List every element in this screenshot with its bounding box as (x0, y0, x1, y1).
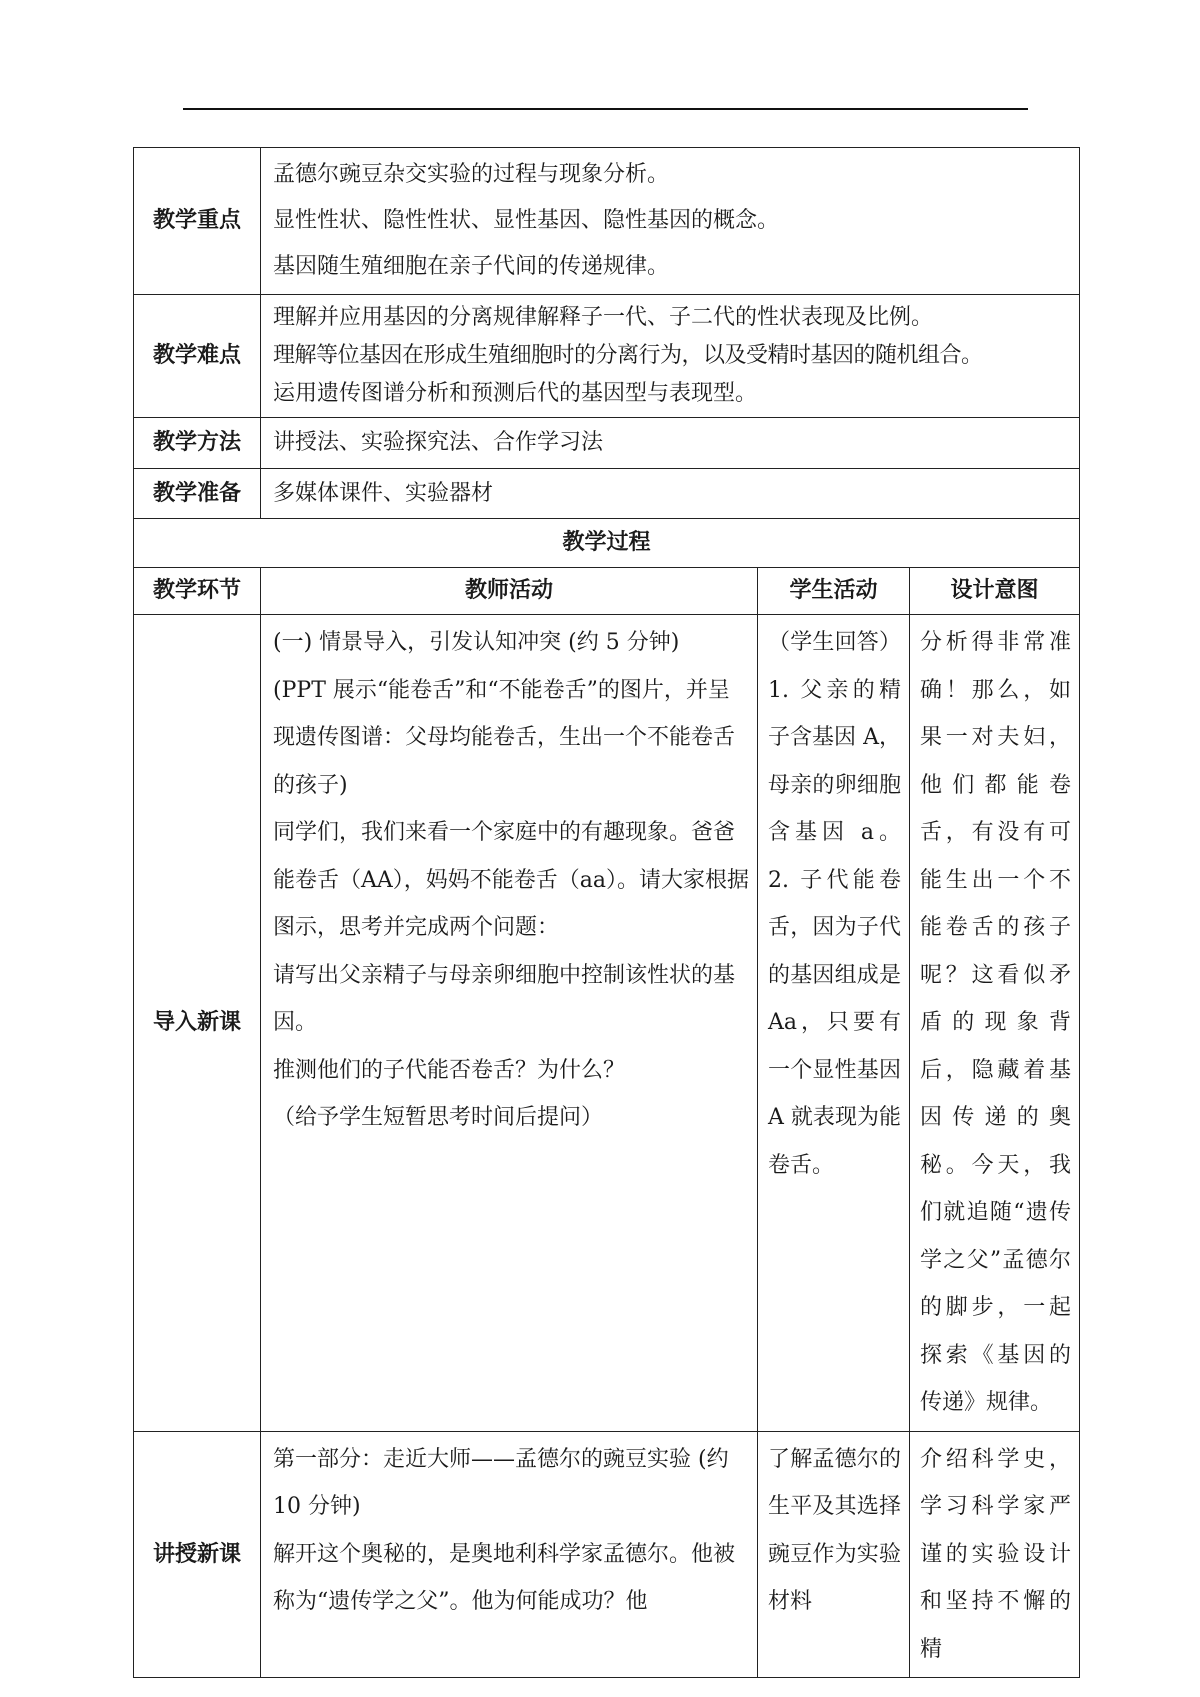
key-points-label: 教学重点 (134, 148, 261, 295)
key-point-line: 显性性状、隐性性状、显性基因、隐性基因的概念。 (273, 208, 780, 233)
student-text: （学生回答）1. 父亲的精子含基因 A，母亲的卵细胞含基因 a。 2. 子代能卷舌，因为子代的基因组成是 Aa，只要有一个显性基因 A 就表现为能卷舌。 (768, 630, 901, 1178)
methods-value: 讲授法、实验探究法、合作学习法 (261, 418, 1080, 469)
difficulties-label: 教学难点 (134, 295, 261, 418)
preparation-value: 多媒体课件、实验器材 (261, 469, 1080, 519)
stage-intro: 导入新课 (134, 615, 261, 1432)
design-text: 分析得非常准确！那么，如果一对夫妇，他们都能卷舌，有没有可能生出一个不能卷舌的孩子呢？这看似矛盾的现象背后，隐藏着基因传递的奥秘。今天，我们就追随“遗传学之父”孟德尔的脚步，一起探索《基因的传递》规律。 (920, 630, 1072, 1415)
teacher-line: 第一部分：走近大师——孟德尔的豌豆实验 (约 10 分钟) (273, 1446, 729, 1519)
teacher-line: (PPT 展示“能卷舌”和“不能卷舌”的图片，并呈现遗传图谱：父母均能卷舌，生出一个不能卷舌的孩子) (273, 677, 736, 798)
header-design: 设计意图 (910, 568, 1080, 615)
methods-label: 教学方法 (134, 418, 261, 469)
student-activity-intro (758, 615, 910, 1432)
header-rule (183, 108, 1028, 110)
difficulties-content (261, 295, 1080, 418)
difficulty-line: 理解等位基因在形成生殖细胞时的分离行为，以及受精时基因的随机组合。 (273, 343, 983, 368)
methods-row (134, 418, 1080, 469)
difficulties-row (134, 295, 1080, 418)
teacher-line: 解开这个奥秘的，是奥地利科学家孟德尔。他被称为“遗传学之父”。他为何能成功？他 (273, 1541, 736, 1614)
teacher-line: 请写出父亲精子与母亲卵细胞中控制该性状的基因。 (273, 962, 736, 1035)
teacher-line: (一) 情景导入，引发认知冲突 (约 5 分钟) (273, 630, 680, 655)
design-intent-lecture (910, 1431, 1080, 1678)
process-title-row (134, 519, 1080, 568)
header-student: 学生活动 (758, 568, 910, 615)
teacher-line: 同学们，我们来看一个家庭中的有趣现象。爸爸能卷舌（AA），妈妈不能卷舌（aa）。请大家根据图示，思考并完成两个问题： (273, 820, 750, 940)
student-text: 了解孟德尔的生平及其选择豌豆作为实验材料 (768, 1446, 901, 1614)
preparation-label: 教学准备 (134, 469, 261, 519)
key-points-content (261, 148, 1080, 295)
process-header-row (134, 568, 1080, 615)
difficulty-line: 理解并应用基因的分离规律解释子一代、子二代的性状表现及比例。 (273, 305, 934, 330)
teacher-line: 推测他们的子代能否卷舌？为什么？ (273, 1057, 626, 1083)
difficulty-line: 运用遗传图谱分析和预测后代的基因型与表现型。 (273, 381, 758, 406)
key-points-row (134, 148, 1080, 295)
process-row-lecture (134, 1431, 1080, 1678)
student-activity-lecture (758, 1431, 910, 1678)
header-stage: 教学环节 (134, 568, 261, 615)
preparation-row (134, 469, 1080, 519)
teacher-line: （给予学生短暂思考时间后提问） (273, 1105, 604, 1130)
key-point-line: 基因随生殖细胞在亲子代间的传递规律。 (273, 254, 670, 279)
stage-lecture: 讲授新课 (134, 1431, 261, 1678)
header-teacher: 教师活动 (261, 568, 758, 615)
design-text: 介绍科学史，学习科学家严谨的实验设计和坚持不懈的精 (920, 1446, 1072, 1662)
lesson-plan-table (133, 147, 1080, 1678)
key-point-line: 孟德尔豌豆杂交实验的过程与现象分析。 (273, 162, 670, 187)
design-intent-intro (910, 615, 1080, 1432)
teacher-activity-lecture (261, 1431, 758, 1678)
process-title: 教学过程 (134, 519, 1080, 568)
process-row-intro (134, 615, 1080, 1432)
teacher-activity-intro (261, 615, 758, 1432)
